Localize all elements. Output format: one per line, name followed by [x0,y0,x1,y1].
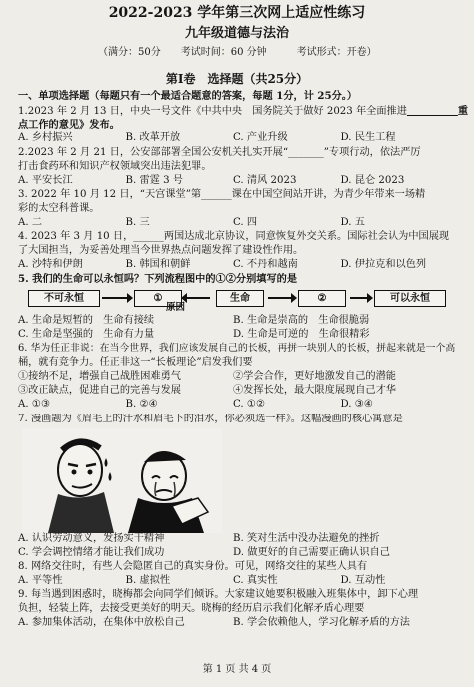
flow-cause-label: 原因 [166,302,186,313]
q8-option-c[interactable]: C. 真实性 [233,575,278,586]
q6-item-3: ③改正缺点，促进自己的完善与发展 [18,385,181,396]
q5-option-a[interactable]: A. 生命是短暂的 生命有接续 [18,315,155,326]
q3-option-d[interactable]: D. 五 [340,217,365,228]
q4-stem: 4. 2023 年 3 月 10 日，______两国达成北京协议，同意恢复外交关系。国际社会认为中国展现 [18,231,450,242]
q3-options [18,218,448,228]
q6-items-row1 [18,372,448,382]
q5-options-row1 [18,316,448,326]
q2-option-d[interactable]: D. 昆仑 2023 [340,175,405,186]
flow-arrow [350,297,368,299]
q4-options [18,260,448,270]
q4-stem-2: 了大国担当，为妥善处理当今世界热点问题发挥了建设性作用。 [18,245,304,256]
flow-arrow [268,297,292,299]
q6-option-a[interactable]: A. ①③ [18,399,51,410]
q5-stem: 5. 我们的生命可以永恒吗？下列流程图中的①②分别填写的是 [18,273,298,285]
exam-subject: 九年级道德与法治 [184,26,289,41]
q4-option-a[interactable]: A. 沙特和伊朗 [18,259,83,270]
flow-arrow [102,297,128,299]
q6-items-row2 [18,386,448,396]
q2-option-c[interactable]: C. 清风 2023 [233,175,297,186]
q5-option-d[interactable]: D. 生命是可逆的 生命很精彩 [233,329,370,340]
q6-item-2: ②学会合作，更好地激发自己的潜能 [233,371,396,382]
flow-box-1: ① [134,290,182,307]
q3-stem-2: 彩的太空科普课。 [18,203,100,214]
q1-option-c[interactable]: C. 产业升级 [233,132,288,143]
q7-option-a[interactable]: A. 认识劳动意义，发扬实干精神 [18,533,165,544]
page-footer: 第 1 页 共 4 页 [202,664,272,675]
q9-stem: 9. 每当遇到困惑时，晓梅都会向同学们倾诉。大家建议她要积极融入班集体中，卸下心理 [18,589,419,600]
q5-flowchart [18,288,448,314]
q6-options [18,400,448,410]
q8-stem: 8. 网络交往时，有些人会隐匿自己的真实身份。可见，网络交往的某些人具有 [18,561,368,572]
section-title: 第Ⅰ卷 选择题（共25分） [165,72,309,86]
flow-box-life: 生命 [216,290,264,307]
q3-option-b[interactable]: B. 三 [125,217,150,228]
q7-options-row2 [18,548,448,558]
q1-option-a[interactable]: A. 乡村振兴 [18,132,73,143]
q5-option-b[interactable]: B. 生命是崇高的 生命很脆弱 [233,315,370,326]
q6-item-1: ①接纳不足，增强自己战胜困难勇气 [18,371,181,382]
q2-stem: 2.2023 年 2 月 21 日，公安部部署全国公安机关扎实开展“_______”专项行动，依法严厉 [18,147,421,158]
flow-box-not-eternal: 不可永恒 [28,290,100,307]
q4-option-b[interactable]: B. 韩国和朝鲜 [125,259,191,270]
q3-option-c[interactable]: C. 四 [233,217,258,228]
q1-option-b[interactable]: B. 改革开放 [125,132,181,143]
q9-options-row1 [18,618,448,628]
section-instructions: 一、单项选择题（每题只有一个最适合题意的答案，每题 1分，计 25分。） [18,90,358,102]
q8-options [18,576,448,586]
q3-option-a[interactable]: A. 二 [18,217,43,228]
q6-stem: 6. 华为任正非说：在当今世界，我们应该发展自己的长板，再拼一块别人的长板，拼起来就是一个高 [18,343,456,354]
q6-item-4: ④发挥长处，最大限度展现自己才华 [233,385,396,396]
q9-option-a[interactable]: A. 参加集体活动，在集体中放松自己 [18,617,185,628]
q5-option-c[interactable]: C. 生命是坚强的 生命有力量 [18,329,155,340]
q7-stem: 7. 漫画题为《眉毛上的汗水和眉毛下的泪水，你必须选一样》。这幅漫画的核心寓意是 [18,414,403,424]
q2-options [18,176,448,186]
q6-option-d[interactable]: D. ③④ [340,399,374,410]
flow-arrow [186,297,210,299]
q6-stem-2: 桶，就有竞争力。任正非这一“长板理论”启发我们要 [18,357,253,368]
q7-options-row1 [18,534,448,544]
q6-option-b[interactable]: B. ②④ [125,399,158,410]
q8-option-d[interactable]: D. 互动性 [340,575,386,586]
q8-option-b[interactable]: B. 虚拟性 [125,575,171,586]
q2-option-b[interactable]: B. 雷霆 3 号 [125,175,183,186]
flow-box-2: ② [298,290,346,307]
flow-box-eternal: 可以永恒 [374,290,446,307]
q9-option-b[interactable]: B. 学会依赖他人，学习化解矛盾的方法 [233,617,410,628]
q6-option-c[interactable]: C. ①② [233,399,266,410]
q7-option-c[interactable]: C. 学会调控情绪才能让我们成功 [18,547,165,558]
q3-stem: 3. 2022 年 10 月 12 日，“天宫课堂”第______课在中国空间站开讲，为青少年带来一场精 [18,189,426,200]
q2-option-a[interactable]: A. 平安长江 [18,175,73,186]
q5-options-row2 [18,330,448,340]
q4-option-d[interactable]: D. 伊拉克和以色列 [340,259,427,270]
cartoon-image [22,428,222,533]
q9-stem-2: 负担，轻装上阵，去接受更美好的明天。晓梅的经历启示我们化解矛盾心理要 [18,603,365,614]
q1-option-d[interactable]: D. 民生工程 [340,132,396,143]
exam-meta: （满分：50分 考试时间：60 分钟 考试形式：开卷） [98,47,377,58]
q8-option-a[interactable]: A. 平等性 [18,575,63,586]
q7-option-d[interactable]: D. 做更好的自己需要正确认识自己 [233,547,390,558]
q2-stem-2: 打击食药环和知识产权领域突出违法犯罪。 [18,161,212,172]
exam-title: 2022-2023 学年第三次网上适应性练习 [108,5,366,21]
q4-option-c[interactable]: C. 不丹和越南 [233,259,298,270]
q1-options [18,133,448,143]
q1-stem-2: 点工作的意见》发布。 [18,119,120,131]
q1-stem: 1.2023 年 2 月 13 日，中央一号文件《中共中央 国务院关于做好 2023 年全面推进 重 [18,105,469,117]
q7-option-b[interactable]: B. 笑对生活中没办法避免的挫折 [233,533,380,544]
